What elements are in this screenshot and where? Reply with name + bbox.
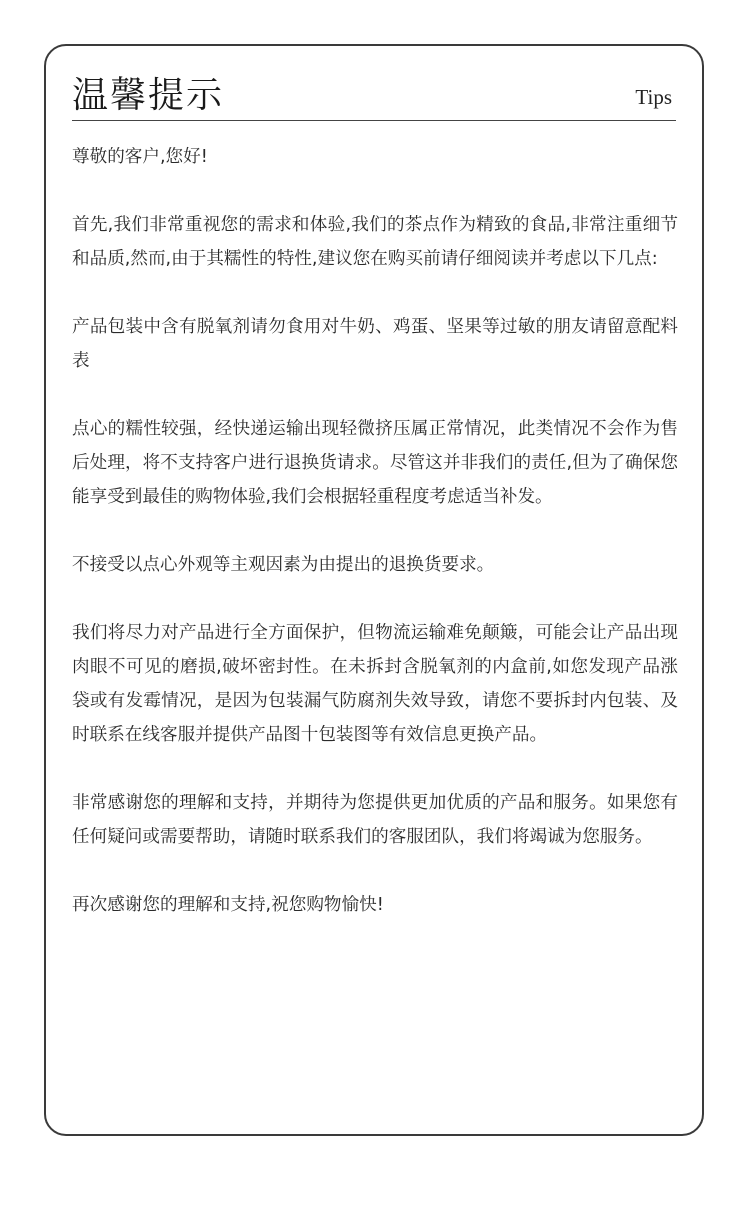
card-header xyxy=(72,68,676,121)
tips-label: Tips xyxy=(635,85,672,109)
notice-card xyxy=(44,44,704,1136)
packaging-paragraph: 我们将尽力对产品进行全方面保护，但物流运输难免颠簸，可能会让产品出现肉眼不可见的磨损,破坏密封性。在未拆封含脱氧剂的内盒前,如您发现产品涨袋或有发霉情况，是因为包装漏气防腐剂失效导致，请您不要拆封内包装、及时联系在线客服并提供产品图十包装图等有效信息更换产品。 xyxy=(72,623,678,745)
closing-paragraph: 再次感谢您的理解和支持,祝您购物愉快! xyxy=(72,895,384,915)
notice-content xyxy=(72,140,678,956)
page-title: 温馨提示 xyxy=(72,75,225,116)
shipping-paragraph: 点心的糯性较强，经快递运输出现轻微挤压属正常情况，此类情况不会作为售后处理，将不支持客户进行退换货请求。尽管这并非我们的责任,但为了确保您能享受到最佳的购物体验,我们会根据轻重程度考虑适当补发。 xyxy=(72,419,678,507)
thanks-paragraph: 非常感谢您的理解和支持，并期待为您提供更加优质的产品和服务。如果您有任何疑问或需要帮助，请随时联系我们的客服团队，我们将竭诚为您服务。 xyxy=(72,793,678,847)
appearance-paragraph: 不接受以点心外观等主观因素为由提出的退换货要求。 xyxy=(72,555,495,575)
intro-paragraph: 首先,我们非常重视您的需求和体验,我们的茶点作为精致的食品,非常注重细节和品质,然而,由于其糯性的特性,建议您在购买前请仔细阅读并考虑以下几点: xyxy=(72,215,678,269)
greeting-paragraph: 尊敬的客户,您好! xyxy=(72,147,208,167)
allergen-paragraph: 产品包装中含有脱氧剂请勿食用对牛奶、鸡蛋、坚果等过敏的朋友请留意配料表 xyxy=(72,317,678,371)
